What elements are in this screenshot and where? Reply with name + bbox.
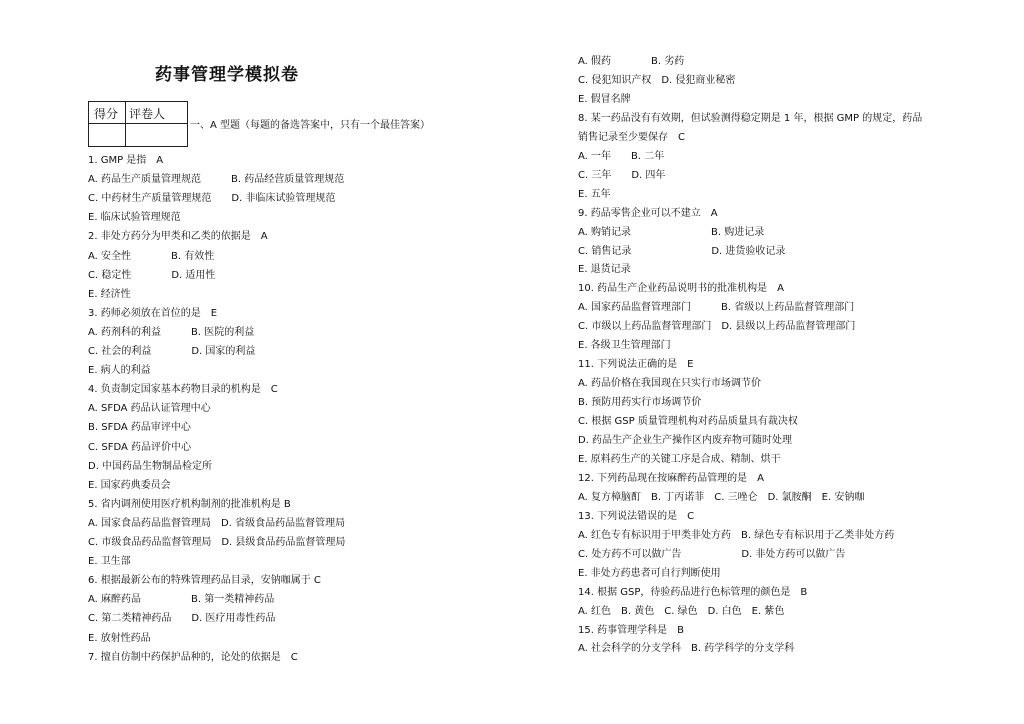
question-line: A. 安全性 B. 有效性 [88, 250, 215, 262]
question-line: D. 药品生产企业生产操作区内废弃物可随时处理 [578, 435, 793, 446]
question-line: E. 临床试验管理规范 [88, 212, 181, 224]
question-line: E. 卫生部 [88, 556, 131, 568]
question-line: 2. 非处方药分为甲类和乙类的依据是 A [88, 231, 268, 243]
question-line: D. 中国药品生物制品检定所 [88, 460, 213, 472]
question-line: 7. 擅自仿制中药保护品种的，论处的依据是 C [88, 651, 298, 663]
exam-title: 药事管理学模拟卷 [155, 65, 299, 85]
question-line: B. 预防用药实行市场调节价 [578, 397, 702, 409]
question-line: 10. 药品生产企业药品说明书的批准机构是 A [578, 283, 784, 295]
question-line: A. 麻醉药品 B. 第一类精神药品 [88, 594, 275, 606]
question-line: A. 药品生产质量管理规范 B. 药品经营质量管理规范 [88, 174, 345, 186]
question-line: E. 假冒名牌 [578, 93, 631, 105]
question-line: 6. 根据最新公布的特殊管理药品目录，安钠咖属于 C [88, 575, 321, 587]
question-line: E. 五年 [578, 188, 611, 200]
question-line: C. 社会的利益 D. 国家的利益 [88, 346, 256, 357]
question-line: A. 红色专有标识用于甲类非处方药 B. 绿色专有标识用于乙类非处方药 [578, 529, 895, 541]
section-heading: 一、A 型题（每题的备选答案中，只有一个最佳答案） [190, 120, 431, 131]
question-line: A. 一年 B. 二年 [578, 150, 665, 162]
question-line: E. 经济性 [88, 288, 131, 300]
question-line: A. 社会科学的分支学科 B. 药学科学的分支学科 [578, 643, 795, 655]
question-line: 15. 药事管理学科是 B [578, 624, 684, 636]
question-line: E. 非处方药患者可自行判断使用 [578, 567, 721, 579]
question-line: C. SFDA 药品评价中心 [88, 441, 191, 453]
question-line: 9. 药品零售企业可以不建立 A [578, 207, 718, 219]
question-line: 12. 下列药品现在按麻醉药品管理的是 A [578, 472, 764, 484]
question-line: A. 红色 B. 黄色 C. 绿色 D. 白色 E. 紫色 [578, 605, 785, 617]
question-line: 5. 省内调剂使用医疗机构制剂的批准机构是 B [88, 498, 291, 510]
question-line: A. 国家食品药品监督管理局 D. 省级食品药品监督管理局 [88, 517, 346, 529]
question-line: E. 国家药典委员会 [88, 479, 171, 491]
question-line: 3. 药师必须放在首位的是 E [88, 307, 218, 319]
question-line: A. 国家药品监督管理部门 B. 省级以上药品监督管理部门 [578, 302, 855, 314]
question-line: E. 各级卫生管理部门 [578, 340, 671, 352]
grader-label: 评卷人 [129, 107, 166, 121]
question-line: 14. 根据 GSP，待验药品进行色标管理的颜色是 B [578, 586, 808, 598]
question-line: A. 药品价格在我国现在只实行市场调节价 [578, 378, 762, 390]
score-box [88, 101, 188, 147]
question-line: 4. 负责制定国家基本药物目录的机构是 C [88, 384, 278, 396]
question-line: C. 市级以上药品监督管理部门 D. 县级以上药品监督管理部门 [578, 321, 856, 333]
question-line: C. 根据 GSP 质量管理机构对药品质量具有裁决权 [578, 416, 798, 428]
question-line: C. 处方药不可以做广告 D. 非处方药可以做广告 [578, 548, 846, 560]
question-line: B. SFDA 药品审评中心 [88, 422, 191, 434]
question-line: A. 复方樟脑酊 B. 丁丙诺菲 C. 三唑仑 D. 氯胺酮 E. 安钠咖 [578, 491, 865, 503]
question-line: A. 购销记录 B. 购进记录 [578, 226, 765, 238]
question-line: 13. 下列说法错误的是 C [578, 510, 695, 522]
question-line: A. SFDA 药品认证管理中心 [88, 403, 211, 415]
question-line: E. 病人的利益 [88, 365, 151, 377]
question-line: 销售记录至少要保存 C [578, 131, 685, 143]
question-line: C. 市级食品药品监督管理局 D. 县级食品药品监督管理局 [88, 537, 346, 548]
question-line: 11. 下列说法正确的是 E [578, 359, 694, 371]
question-line: C. 中药材生产质量管理规范 D. 非临床试验管理规范 [88, 193, 336, 205]
question-line: C. 三年 D. 四年 [578, 169, 666, 181]
question-line: C. 稳定性 D. 适用性 [88, 269, 216, 281]
question-line: 8. 某一药品没有有效期，但试验测得稳定期是 1 年，根据 GMP 的规定，药品 [578, 112, 923, 124]
question-line: E. 退货记录 [578, 264, 631, 276]
question-line: E. 放射性药品 [88, 632, 151, 644]
score-label: 得分 [94, 107, 119, 121]
question-line: C. 销售记录 D. 进货验收记录 [578, 245, 786, 257]
question-line: C. 侵犯知识产权 D. 侵犯商业秘密 [578, 74, 736, 86]
question-line: E. 原料药生产的关键工序是合成、精制、烘干 [578, 453, 781, 465]
question-line: C. 第二类精神药品 D. 医疗用毒性药品 [88, 613, 276, 625]
question-line: 1. GMP 是指 A [88, 155, 164, 166]
question-line: A. 假药 B. 劣药 [578, 56, 685, 67]
question-line: A. 药剂科的利益 B. 医院的利益 [88, 326, 255, 338]
